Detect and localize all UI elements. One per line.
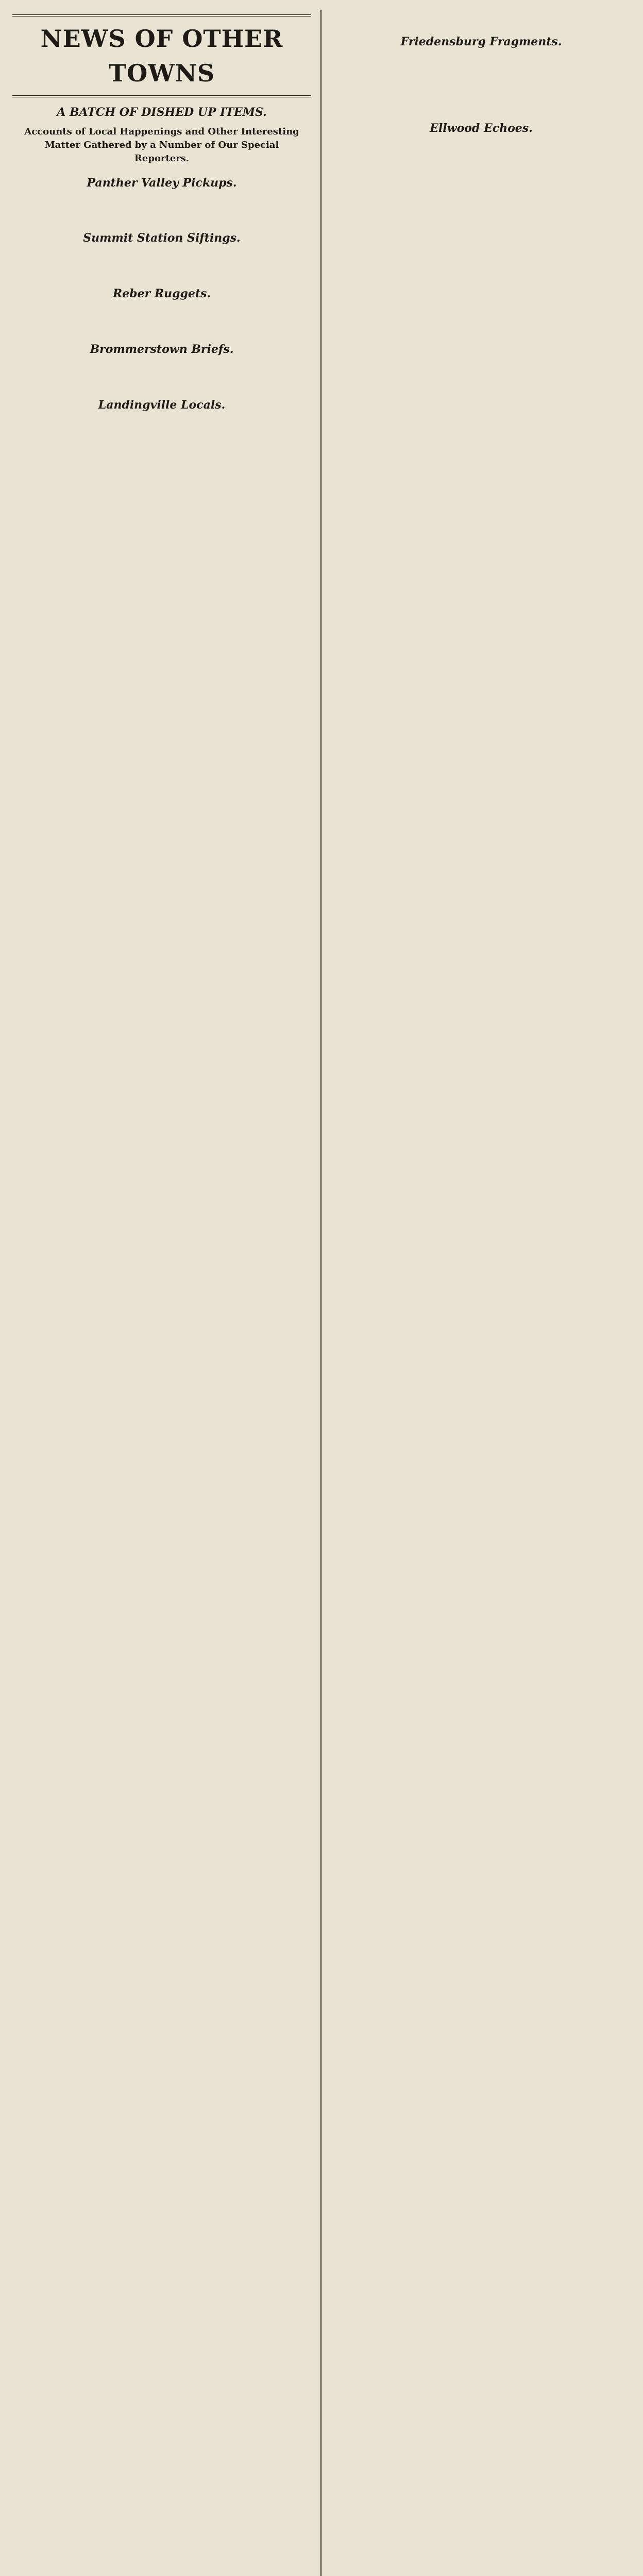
article-paragraph bbox=[332, 86, 631, 96]
right-column bbox=[332, 14, 631, 218]
deck: Accounts of Local Happenings and Other Interesting Matter Gathered by a Number of Our Special Reporters. bbox=[24, 126, 299, 164]
article-paragraph bbox=[12, 307, 311, 317]
article-paragraph bbox=[12, 362, 311, 372]
section-ellwood: Ellwood Echoes. bbox=[430, 121, 533, 135]
section-friedensburg: Friedensburg Fragments. bbox=[400, 35, 562, 48]
column-rule bbox=[320, 10, 321, 2576]
article-paragraph bbox=[332, 172, 631, 182]
article-paragraph bbox=[332, 70, 631, 80]
article-paragraph bbox=[12, 251, 311, 261]
article-paragraph bbox=[332, 203, 631, 213]
article-paragraph bbox=[12, 418, 311, 428]
section-panther-valley: Panther Valley Pickups. bbox=[87, 176, 237, 190]
article-paragraph bbox=[332, 101, 631, 111]
article-paragraph bbox=[12, 433, 311, 444]
section-summit-station: Summit Station Siftings. bbox=[83, 231, 241, 245]
masthead: NEWS OF OTHER TOWNS bbox=[12, 14, 311, 97]
article-paragraph bbox=[332, 14, 631, 25]
section-brommerstown: Brommerstown Briefs. bbox=[90, 343, 234, 357]
article-paragraph bbox=[332, 141, 631, 151]
article-paragraph bbox=[12, 195, 311, 206]
article-paragraph bbox=[332, 55, 631, 65]
article-paragraph bbox=[12, 322, 311, 332]
article-paragraph bbox=[332, 157, 631, 167]
article-paragraph bbox=[12, 378, 311, 388]
left-column bbox=[12, 14, 311, 449]
article-paragraph bbox=[12, 211, 311, 221]
section-landingville: Landingville Locals. bbox=[98, 398, 226, 412]
section-reber: Reber Ruggets. bbox=[112, 287, 211, 301]
article-paragraph bbox=[332, 188, 631, 198]
article-paragraph bbox=[12, 266, 311, 277]
kicker: A BATCH OF DISHED UP ITEMS. bbox=[57, 106, 267, 120]
